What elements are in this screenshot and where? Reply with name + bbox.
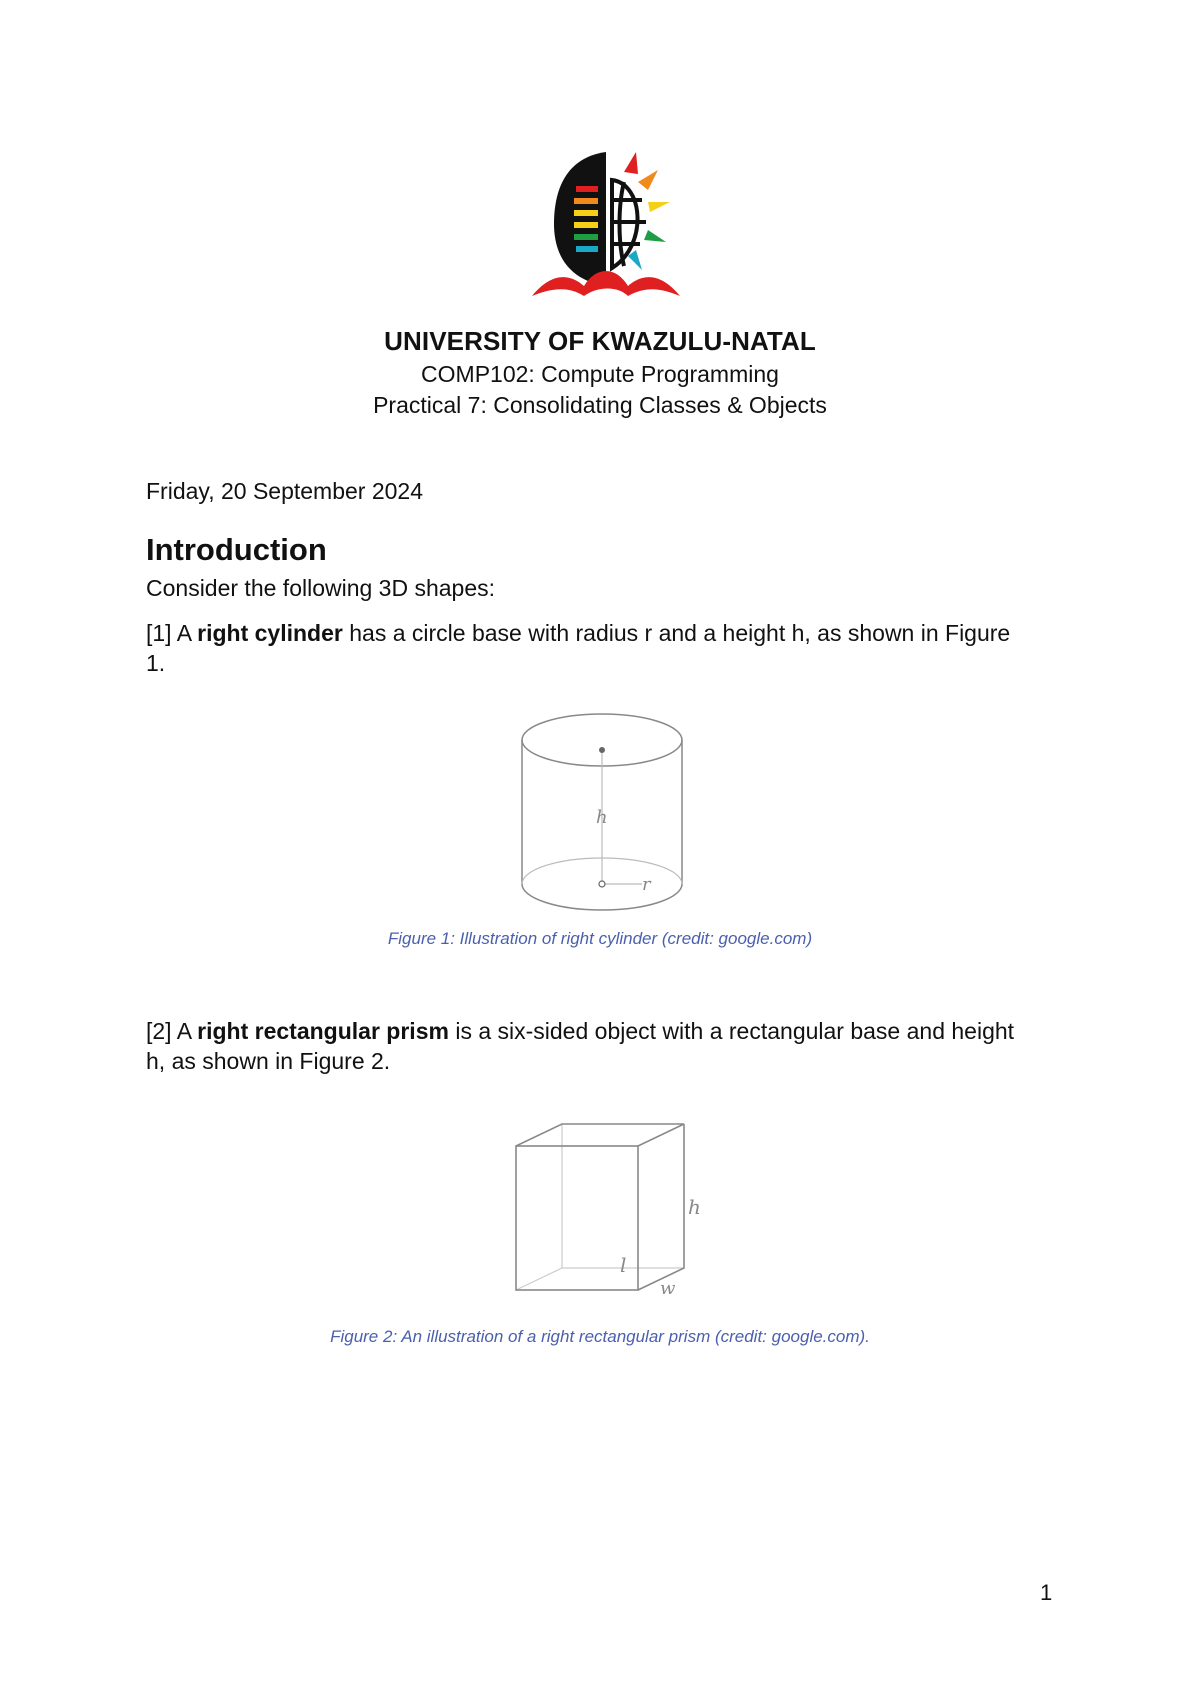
section-heading-introduction: Introduction (146, 532, 327, 567)
document-date: Friday, 20 September 2024 (146, 478, 424, 504)
course-title: COMP102: Compute Programming (421, 361, 779, 387)
figure-1-caption: Figure 1: Illustration of right cylinder (credit: google.com) (387, 929, 813, 948)
item-2-prefix: [2] A (146, 1018, 198, 1044)
practical-title: Practical 7: Consolidating Classes & Objects (373, 392, 827, 418)
page-number: 1 (1040, 1580, 1053, 1605)
cylinder-diagram-icon (518, 712, 686, 912)
figure-2 (510, 1110, 700, 1300)
item-2-rest: is a six-sided object with a rectangular base and height h, as shown in Figure 2. (146, 1018, 1015, 1074)
prism-length-label: l (620, 1253, 627, 1277)
intro-paragraph: Consider the following 3D shapes: (146, 575, 496, 601)
item-1-paragraph (146, 618, 1026, 678)
university-logo (524, 146, 688, 310)
prism-height-label: h (688, 1195, 700, 1219)
university-title: UNIVERSITY OF KWAZULU-NATAL (384, 326, 816, 356)
figure-2-caption: Figure 2: An illustration of a right rectangular prism (credit: google.com). (330, 1327, 870, 1346)
item-2-term: right rectangular prism (197, 1018, 449, 1044)
prism-width-label: w (660, 1278, 676, 1299)
rectangular-prism-diagram-icon (510, 1110, 700, 1300)
figure-1 (518, 712, 686, 912)
item-1-term: right cylinder (197, 620, 343, 646)
ukzn-shield-logo-icon (524, 146, 688, 310)
cylinder-height-label: h (596, 807, 608, 828)
item-1-prefix: [1] A (146, 620, 198, 646)
item-1-rest: has a circle base with radius r and a height h, as shown in Figure 1. (146, 620, 1011, 676)
cylinder-radius-label: r (642, 874, 651, 895)
item-2-paragraph (146, 1016, 1026, 1076)
